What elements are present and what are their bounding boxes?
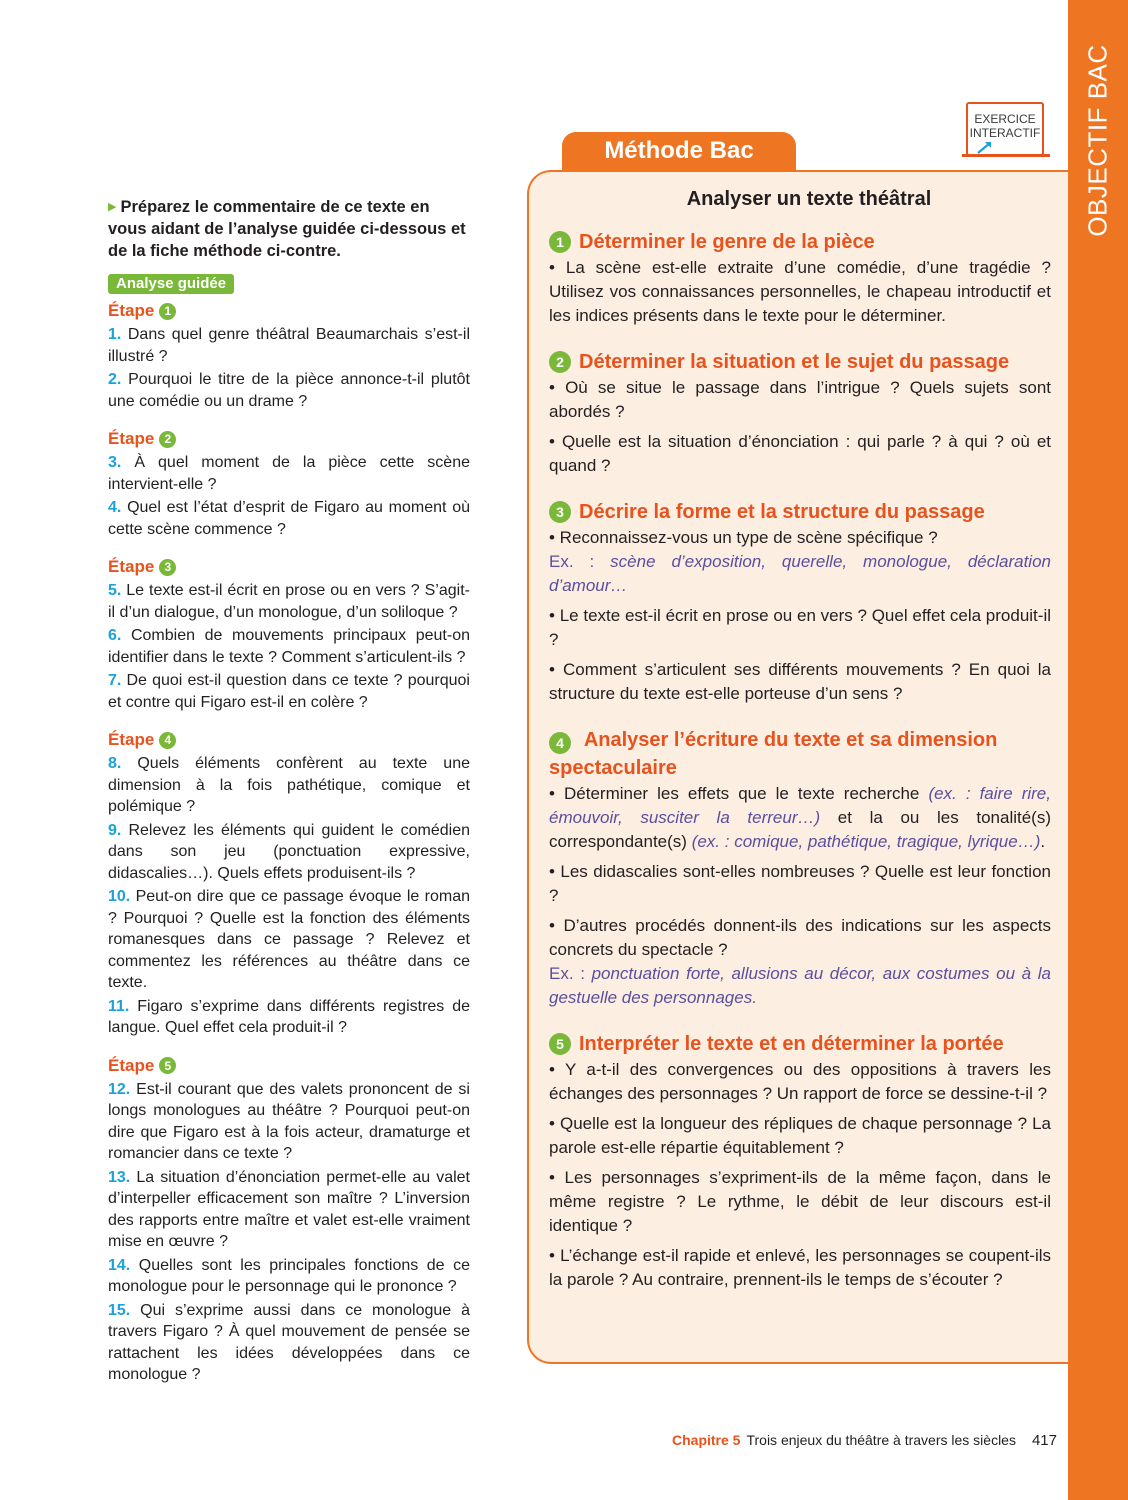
method-s4-example: Ex. : ponctuation forte, allusions au décor, aux costumes ou à la gestuelle des personnages. (549, 964, 1051, 1007)
method-s2-paragraph-2: • Quelle est la situation d’énonciation : qui parle ? à qui ? où et quand ? (549, 432, 1051, 475)
footer-chapter: Chapitre 5 (672, 1432, 741, 1448)
question-2: 2. Pourquoi le titre de la pièce annonce-t-il plutôt une comédie ou un drame ? (108, 371, 470, 410)
section-number-badge: 3 (549, 501, 571, 523)
step-number-badge: 3 (159, 559, 176, 576)
method-s4-paragraph-1: • Déterminer les effets que le texte recherche (ex. : faire rire, émouvoir, susciter la terreur…) et la ou les tonalité(s) correspondante(s) (ex. : comique, pathétique, tragique, lyrique…). (549, 784, 1051, 851)
question-6: 6. Combien de mouvements principaux peut-on identifier dans le texte ? Comment s’articulent-ils ? (108, 627, 470, 666)
question-3: 3. À quel moment de la pièce cette scène intervient-elle ? (108, 454, 471, 493)
method-section-3-heading: 3 Décrire la forme et la structure du passage (549, 498, 1051, 526)
section-number-badge: 4 (549, 732, 571, 754)
section-number-badge: 5 (549, 1033, 571, 1055)
interactive-exercise-button[interactable] (966, 102, 1044, 156)
question-15: 15. Qui s’exprime aussi dans ce monologue à travers Figaro ? À quel mouvement de pensée se rattachent les idées développées dans ce monologue ? (108, 1301, 471, 1383)
etape-4-heading: Étape 4 (108, 729, 470, 751)
method-s4-paragraph-2: • Les didascalies sont-elles nombreuses ? Quelle est leur fonction ? (549, 862, 1051, 905)
method-s5-paragraph-1: • Y a-t-il des convergences ou des oppositions à travers les échanges des personnages ? Un rapport de force se dessine-t-il ? (549, 1060, 1051, 1103)
question-9: 9. Relevez les éléments qui guident le comédien dans son jeu (ponctuation expressive, didascalies…). Quels effets produisent-ils ? (108, 821, 470, 882)
etape-1-heading: Étape 1 (108, 300, 470, 322)
section-number-badge: 1 (549, 231, 571, 253)
section-number-badge: 2 (549, 351, 571, 373)
question-13: 13. La situation d’énonciation permet-elle au valet d’interpeller efficacement son maître ? L’inversion des rapports entre maître et valet est-elle vraiment mise en œuvre ? (108, 1168, 470, 1250)
method-section-5-heading: 5 Interpréter le texte et en déterminer la portée (549, 1030, 1051, 1058)
cursor-arrow-icon (976, 140, 994, 154)
method-s3-example: Ex. : scène d’exposition, querelle, monologue, déclaration d’amour… (549, 552, 1051, 595)
methode-bac-tab: Méthode Bac (562, 132, 796, 170)
question-7: 7. De quoi est-il question dans ce texte ? pourquoi et contre qui Figaro est-il en colère ? (108, 672, 470, 711)
page-footer (672, 1432, 1057, 1452)
question-8: 8. Quels éléments confèrent au texte une dimension à la fois pathétique, comique et polémique ? (108, 755, 470, 815)
step-number-badge: 5 (159, 1057, 176, 1074)
method-s5-paragraph-3: • Les personnages s’expriment-ils de la même façon, dans le même registre ? Le rythme, le débit de leur discours est-il identique ? (549, 1168, 1051, 1235)
intro-instruction: ▶ Préparez le commentaire de ce texte en vous aidant de l’analyse guidée ci-dessous et de la fiche méthode ci-contre. (108, 198, 466, 260)
method-s4-paragraph-3: • D’autres procédés donnent-ils des indications sur les aspects concrets du spectacle ? (549, 916, 1051, 959)
method-section-2-heading: 2 Déterminer la situation et le sujet du passage (549, 348, 1051, 376)
question-12: 12. Est-il courant que des valets prononcent de si longs monologues au théâtre ? Pourquoi peut-on dire que Figaro est à la fois acteur, dramaturge et romancier dans ce texte ? (108, 1080, 470, 1162)
question-1: 1. Dans quel genre théâtral Beaumarchais s’est-il illustré ? (108, 326, 470, 365)
method-s2-paragraph-1: • Où se situe le passage dans l’intrigue ? Quels sujets sont abordés ? (549, 378, 1051, 421)
question-10: 10. Peut-on dire que ce passage évoque le roman ? Pourquoi ? Quelle est la fonction des éléments romanesques dans ce passage ? Relevez et commentez les références au théâtre dans ce texte. (108, 888, 471, 991)
method-content (549, 186, 1051, 1292)
guided-analysis-badge: Analyse guidée (108, 274, 234, 294)
question-5: 5. Le texte est-il écrit en prose ou en vers ? S’agit-il d’un dialogue, d’un monologue, d’un soliloque ? (108, 582, 470, 621)
page-number: 417 (1031, 1432, 1057, 1449)
guided-analysis-column (108, 196, 470, 1386)
method-section-1-heading: 1 Déterminer le genre de la pièce (549, 228, 1051, 256)
exercise-badge-line1: EXERCICE (974, 112, 1036, 126)
method-s1-paragraph: • La scène est-elle extraite d’une comédie, d’une tragédie ? Utilisez vos connaissances personnelles, le chapeau introductif et les indices présents dans le texte pour le déterminer. (549, 258, 1051, 325)
step-number-badge: 1 (159, 303, 176, 320)
method-s3-paragraph-3: • Comment s’articulent ses différents mouvements ? En quoi la structure du texte est-elle porteuse d’un sens ? (549, 660, 1051, 703)
etape-3-heading: Étape 3 (108, 556, 470, 578)
footer-chapter-title: Trois enjeux du théâtre à travers les siècles (746, 1432, 1016, 1448)
question-11: 11. Figaro s’exprime dans différents registres de langue. Quel effet cela produit-il ? (108, 997, 471, 1036)
question-14: 14. Quelles sont les principales fonctions de ce monologue pour le personnage qui le prononce ? (108, 1256, 470, 1295)
exercise-badge-underline (962, 154, 1050, 157)
triangle-bullet-icon: ▶ (108, 201, 117, 213)
step-number-badge: 2 (159, 431, 176, 448)
etape-5-heading: Étape 5 (108, 1055, 470, 1077)
method-section-4-heading: 4 Analyser l’écriture du texte et sa dimension spectaculaire (549, 729, 998, 779)
etape-2-heading: Étape 2 (108, 428, 470, 450)
method-s3-paragraph-1: • Reconnaissez-vous un type de scène spécifique ? (549, 528, 938, 547)
method-title: Analyser un texte théâtral (686, 188, 932, 210)
method-s3-paragraph-2: • Le texte est-il écrit en prose ou en vers ? Quel effet cela produit-il ? (549, 606, 1051, 649)
question-4: 4. Quel est l’état d’esprit de Figaro au moment où cette scène commence ? (108, 499, 470, 538)
exercise-badge-line2: INTERACTIF (969, 126, 1041, 140)
step-number-badge: 4 (159, 732, 176, 749)
side-tab-label: OBJECTIF BAC (1082, 43, 1113, 237)
method-s5-paragraph-4: • L’échange est-il rapide et enlevé, les personnages se coupent-ils la parole ? Au contraire, prennent-ils le temps de s’écouter ? (549, 1246, 1051, 1289)
method-s5-paragraph-2: • Quelle est la longueur des répliques de chaque personnage ? La parole est-elle répartie équitablement ? (549, 1114, 1051, 1157)
